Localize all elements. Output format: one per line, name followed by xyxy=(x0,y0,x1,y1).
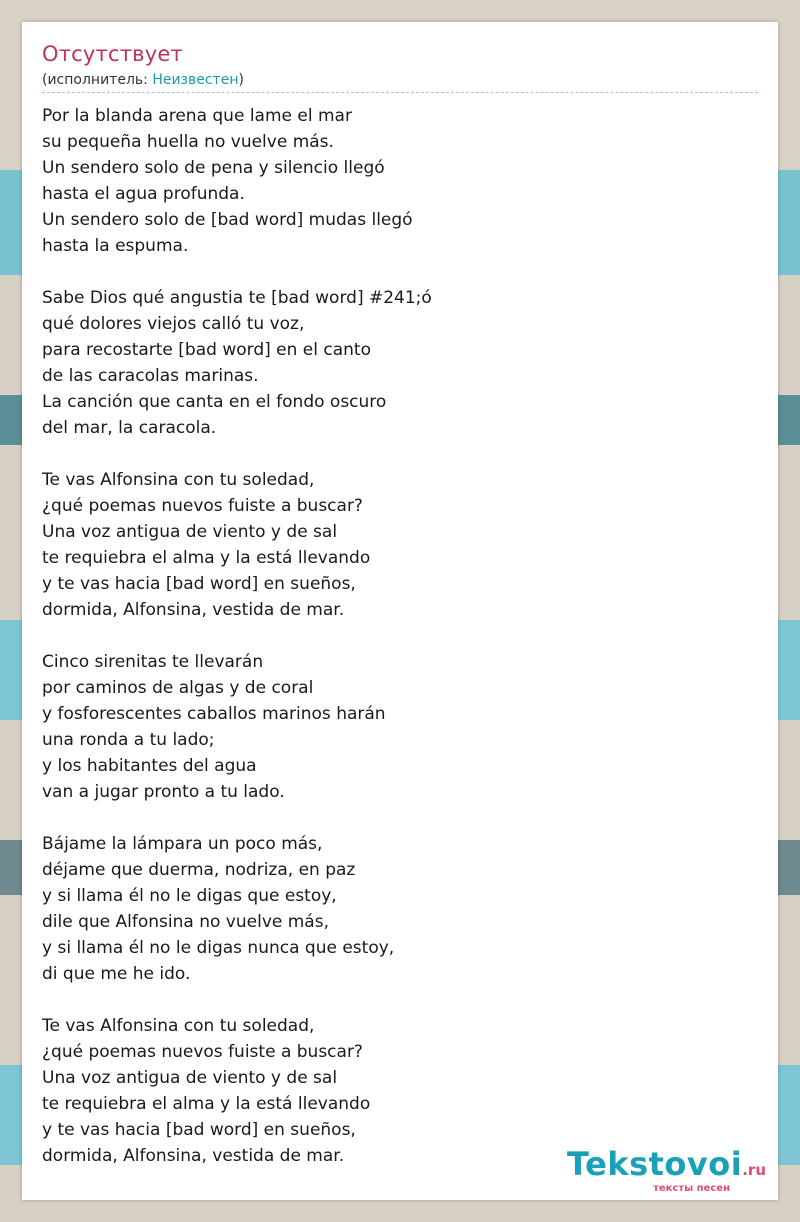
logo-brand xyxy=(567,1147,766,1187)
logo-tagline: тексты песен xyxy=(653,1183,730,1194)
lyrics-card xyxy=(22,22,778,1200)
artist-link[interactable]: Неизвестен xyxy=(152,72,239,88)
artist-line xyxy=(42,72,244,88)
song-title: Отсутствует xyxy=(42,42,183,66)
logo-brand-name: Tekstovoi xyxy=(567,1145,743,1183)
logo-tld: .ru xyxy=(742,1161,766,1179)
title-divider xyxy=(42,92,758,93)
artist-suffix: ) xyxy=(238,72,244,88)
artist-prefix: (исполнитель: xyxy=(42,72,153,88)
site-logo[interactable] xyxy=(567,1147,766,1194)
lyrics-text: Por la blanda arena que lame el mar su pequeña huella no vuelve más. Un sendero solo de pena y silencio llegó hasta el agua profunda. Un sendero solo de [bad word] mudas llegó hasta la espuma. Sabe Dios qué angustia te [bad word] #241;ó qué dolores viejos calló tu voz, para recostarte [bad word] en el canto de las caracolas marinas. La canción que canta en el fondo oscuro del mar, la caracola. Te vas Alfonsina con tu soledad, ¿qué poemas nuevos fuiste a buscar? Una voz antigua de viento y de sal te requiebra el alma y la está llevando y te vas hacia [bad word] en sueños, dormida, Alfonsina, vestida de mar. Cinco sirenitas te llevarán por caminos de algas y de coral y fosforescentes caballos marinos harán una ronda a tu lado; y los habitantes del agua van a jugar pronto a tu lado. Bájame la lámpara un poco más, déjame que duerma, nodriza, en paz y si llama él no le digas que estoy, dile que Alfonsina no vuelve más, y si llama él no le digas nunca que estoy, di que me he ido. Te vas Alfonsina con tu soledad, ¿qué poemas nuevos fuiste a buscar? Una voz antigua de viento y de sal te requiebra el alma y la está llevando y te vas hacia [bad word] en sueños, dormida, Alfonsina, vestida de mar. xyxy=(42,106,432,1166)
